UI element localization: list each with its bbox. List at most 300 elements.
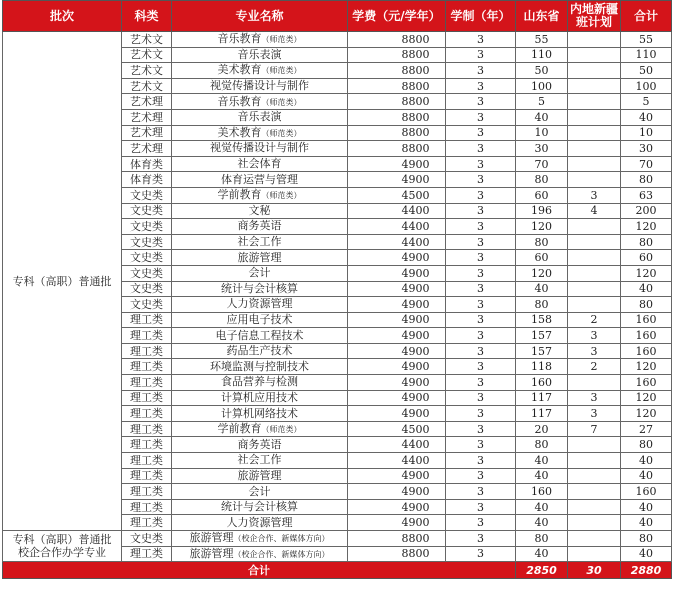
duration-cell: 3 bbox=[446, 312, 516, 328]
fee-cell: 4900 bbox=[348, 265, 446, 281]
category-cell: 文史类 bbox=[122, 187, 172, 203]
total-cell: 63 bbox=[621, 187, 672, 203]
fee-cell: 4900 bbox=[348, 390, 446, 406]
total-cell: 40 bbox=[621, 281, 672, 297]
major-name: 视觉传播设计与制作 bbox=[210, 79, 309, 93]
duration-cell: 3 bbox=[446, 484, 516, 500]
duration-cell: 3 bbox=[446, 187, 516, 203]
major-name: 文秘 bbox=[248, 203, 271, 217]
category-cell: 文史类 bbox=[122, 281, 172, 297]
fee-cell: 4400 bbox=[348, 234, 446, 250]
total-cell: 30 bbox=[621, 141, 672, 157]
batch-cooperative-line1: 专科（高职）普通批 bbox=[12, 533, 112, 547]
major-cell bbox=[172, 328, 348, 344]
shandong-cell: 40 bbox=[516, 546, 568, 562]
fee-cell: 4900 bbox=[348, 484, 446, 500]
xinjiang-cell bbox=[568, 437, 621, 453]
fee-cell: 4400 bbox=[348, 219, 446, 235]
major-cell bbox=[172, 63, 348, 79]
header-total: 合计 bbox=[621, 1, 672, 32]
duration-cell: 3 bbox=[446, 265, 516, 281]
category-cell: 理工类 bbox=[122, 312, 172, 328]
header-duration: 学制（年） bbox=[446, 1, 516, 32]
category-cell: 理工类 bbox=[122, 437, 172, 453]
total-cell: 120 bbox=[621, 406, 672, 422]
major-cell bbox=[172, 359, 348, 375]
fee-cell: 8800 bbox=[348, 32, 446, 48]
total-xinjiang: 30 bbox=[568, 562, 621, 579]
xinjiang-cell bbox=[568, 297, 621, 313]
major-name: 电子信息工程技术 bbox=[215, 328, 304, 342]
category-cell: 文史类 bbox=[122, 219, 172, 235]
shandong-cell: 20 bbox=[516, 421, 568, 437]
major-cell bbox=[172, 172, 348, 188]
major-name: 旅游管理 bbox=[189, 546, 234, 560]
header-row bbox=[3, 1, 672, 32]
fee-cell: 4900 bbox=[348, 359, 446, 375]
total-label: 合计 bbox=[3, 562, 516, 579]
total-cell: 200 bbox=[621, 203, 672, 219]
shandong-cell: 160 bbox=[516, 375, 568, 391]
fee-cell: 4900 bbox=[348, 515, 446, 531]
major-cell bbox=[172, 406, 348, 422]
total-cell: 40 bbox=[621, 453, 672, 469]
xinjiang-cell bbox=[568, 531, 621, 547]
shandong-cell: 80 bbox=[516, 172, 568, 188]
duration-cell: 3 bbox=[446, 234, 516, 250]
shandong-cell: 40 bbox=[516, 468, 568, 484]
shandong-cell: 60 bbox=[516, 250, 568, 266]
category-cell: 理工类 bbox=[122, 406, 172, 422]
major-note: （校企合作、新媒体方向） bbox=[233, 534, 330, 544]
shandong-cell: 40 bbox=[516, 515, 568, 531]
xinjiang-cell: 4 bbox=[568, 203, 621, 219]
duration-cell: 3 bbox=[446, 125, 516, 141]
xinjiang-cell bbox=[568, 141, 621, 157]
major-cell bbox=[172, 421, 348, 437]
major-name: 计算机应用技术 bbox=[221, 390, 298, 404]
total-cell: 40 bbox=[621, 109, 672, 125]
fee-cell: 4900 bbox=[348, 250, 446, 266]
duration-cell: 3 bbox=[446, 281, 516, 297]
major-note: （师范类） bbox=[261, 425, 302, 435]
total-cell: 120 bbox=[621, 390, 672, 406]
shandong-cell: 117 bbox=[516, 406, 568, 422]
shandong-cell: 10 bbox=[516, 125, 568, 141]
major-cell bbox=[172, 531, 348, 547]
major-cell bbox=[172, 32, 348, 48]
category-cell: 理工类 bbox=[122, 343, 172, 359]
major-cell bbox=[172, 312, 348, 328]
shandong-cell: 80 bbox=[516, 437, 568, 453]
fee-cell: 8800 bbox=[348, 78, 446, 94]
duration-cell: 3 bbox=[446, 172, 516, 188]
xinjiang-cell bbox=[568, 219, 621, 235]
shandong-cell: 160 bbox=[516, 484, 568, 500]
category-cell: 理工类 bbox=[122, 375, 172, 391]
header-batch: 批次 bbox=[3, 1, 122, 32]
category-cell: 艺术文 bbox=[122, 63, 172, 79]
category-cell: 理工类 bbox=[122, 390, 172, 406]
major-name: 社会工作 bbox=[237, 453, 282, 467]
category-cell: 理工类 bbox=[122, 359, 172, 375]
major-name: 音乐表演 bbox=[237, 47, 282, 61]
fee-cell: 8800 bbox=[348, 546, 446, 562]
shandong-cell: 120 bbox=[516, 219, 568, 235]
major-cell bbox=[172, 437, 348, 453]
category-cell: 艺术文 bbox=[122, 32, 172, 48]
duration-cell: 3 bbox=[446, 47, 516, 63]
fee-cell: 8800 bbox=[348, 63, 446, 79]
total-cell: 40 bbox=[621, 546, 672, 562]
major-name: 音乐教育 bbox=[217, 94, 262, 108]
major-name: 统计与会计核算 bbox=[221, 281, 298, 295]
major-cell bbox=[172, 546, 348, 562]
duration-cell: 3 bbox=[446, 375, 516, 391]
duration-cell: 3 bbox=[446, 32, 516, 48]
major-name: 药品生产技术 bbox=[226, 344, 293, 358]
total-cell: 80 bbox=[621, 234, 672, 250]
fee-cell: 4900 bbox=[348, 499, 446, 515]
major-name: 人力资源管理 bbox=[226, 297, 293, 311]
major-name: 社会工作 bbox=[237, 235, 282, 249]
fee-cell: 4900 bbox=[348, 312, 446, 328]
shandong-cell: 158 bbox=[516, 312, 568, 328]
duration-cell: 3 bbox=[446, 219, 516, 235]
xinjiang-cell: 3 bbox=[568, 187, 621, 203]
major-cell bbox=[172, 47, 348, 63]
fee-cell: 8800 bbox=[348, 109, 446, 125]
xinjiang-cell bbox=[568, 250, 621, 266]
total-cell: 80 bbox=[621, 172, 672, 188]
xinjiang-cell bbox=[568, 499, 621, 515]
major-name: 应用电子技术 bbox=[226, 312, 293, 326]
fee-cell: 8800 bbox=[348, 141, 446, 157]
xinjiang-cell bbox=[568, 453, 621, 469]
major-note: （师范类） bbox=[261, 128, 302, 138]
duration-cell: 3 bbox=[446, 515, 516, 531]
duration-cell: 3 bbox=[446, 297, 516, 313]
header-shandong: 山东省 bbox=[516, 1, 568, 32]
major-name: 商务英语 bbox=[237, 219, 282, 233]
total-cell: 160 bbox=[621, 484, 672, 500]
major-name: 人力资源管理 bbox=[226, 515, 293, 529]
total-cell: 40 bbox=[621, 499, 672, 515]
category-cell: 理工类 bbox=[122, 328, 172, 344]
major-note: （师范类） bbox=[261, 35, 302, 45]
xinjiang-cell bbox=[568, 63, 621, 79]
xinjiang-cell bbox=[568, 78, 621, 94]
fee-cell: 4500 bbox=[348, 187, 446, 203]
major-cell bbox=[172, 468, 348, 484]
major-name: 视觉传播设计与制作 bbox=[210, 141, 309, 155]
category-cell: 体育类 bbox=[122, 172, 172, 188]
major-note: （校企合作、新媒体方向） bbox=[233, 549, 330, 559]
major-cell bbox=[172, 141, 348, 157]
major-cell bbox=[172, 453, 348, 469]
shandong-cell: 50 bbox=[516, 63, 568, 79]
fee-cell: 4900 bbox=[348, 156, 446, 172]
xinjiang-cell: 7 bbox=[568, 421, 621, 437]
total-shandong: 2850 bbox=[516, 562, 568, 579]
duration-cell: 3 bbox=[446, 141, 516, 157]
shandong-cell: 120 bbox=[516, 265, 568, 281]
total-cell: 40 bbox=[621, 468, 672, 484]
total-cell: 27 bbox=[621, 421, 672, 437]
major-name: 统计与会计核算 bbox=[221, 500, 298, 514]
category-cell: 体育类 bbox=[122, 156, 172, 172]
major-cell bbox=[172, 203, 348, 219]
fee-cell: 4500 bbox=[348, 421, 446, 437]
shandong-cell: 60 bbox=[516, 187, 568, 203]
duration-cell: 3 bbox=[446, 328, 516, 344]
xinjiang-cell: 3 bbox=[568, 406, 621, 422]
duration-cell: 3 bbox=[446, 499, 516, 515]
total-cell: 110 bbox=[621, 47, 672, 63]
total-cell: 160 bbox=[621, 343, 672, 359]
major-name: 商务英语 bbox=[237, 437, 282, 451]
major-name: 美术教育 bbox=[217, 63, 262, 77]
major-cell bbox=[172, 78, 348, 94]
duration-cell: 3 bbox=[446, 343, 516, 359]
major-name: 旅游管理 bbox=[189, 531, 234, 545]
category-cell: 文史类 bbox=[122, 265, 172, 281]
shandong-cell: 40 bbox=[516, 499, 568, 515]
header-xinjiang: 内地新疆班计划 bbox=[568, 1, 621, 32]
fee-cell: 4900 bbox=[348, 343, 446, 359]
xinjiang-cell: 3 bbox=[568, 343, 621, 359]
category-cell: 理工类 bbox=[122, 499, 172, 515]
shandong-cell: 55 bbox=[516, 32, 568, 48]
category-cell: 文史类 bbox=[122, 203, 172, 219]
category-cell: 艺术理 bbox=[122, 125, 172, 141]
major-name: 音乐表演 bbox=[237, 110, 282, 124]
major-cell bbox=[172, 390, 348, 406]
shandong-cell: 117 bbox=[516, 390, 568, 406]
fee-cell: 4900 bbox=[348, 328, 446, 344]
duration-cell: 3 bbox=[446, 390, 516, 406]
header-major: 专业名称 bbox=[172, 1, 348, 32]
total-cell: 160 bbox=[621, 328, 672, 344]
xinjiang-cell bbox=[568, 468, 621, 484]
major-name: 体育运营与管理 bbox=[221, 172, 298, 186]
duration-cell: 3 bbox=[446, 406, 516, 422]
xinjiang-cell bbox=[568, 109, 621, 125]
fee-cell: 8800 bbox=[348, 47, 446, 63]
total-cell: 55 bbox=[621, 32, 672, 48]
category-cell: 理工类 bbox=[122, 484, 172, 500]
shandong-cell: 70 bbox=[516, 156, 568, 172]
major-name: 学前教育 bbox=[217, 422, 262, 436]
category-cell: 理工类 bbox=[122, 515, 172, 531]
major-cell bbox=[172, 125, 348, 141]
total-cell: 160 bbox=[621, 312, 672, 328]
category-cell: 理工类 bbox=[122, 453, 172, 469]
major-name: 会计 bbox=[248, 484, 271, 498]
batch-cooperative-line2: 校企合作办学专业 bbox=[18, 546, 106, 560]
enrollment-plan-table bbox=[2, 0, 672, 579]
xinjiang-cell bbox=[568, 515, 621, 531]
shandong-cell: 196 bbox=[516, 203, 568, 219]
total-cell: 120 bbox=[621, 265, 672, 281]
duration-cell: 3 bbox=[446, 437, 516, 453]
xinjiang-cell bbox=[568, 156, 621, 172]
category-cell: 文史类 bbox=[122, 250, 172, 266]
major-note: （师范类） bbox=[261, 97, 302, 107]
major-name: 旅游管理 bbox=[237, 468, 282, 482]
xinjiang-cell bbox=[568, 172, 621, 188]
shandong-cell: 5 bbox=[516, 94, 568, 110]
major-cell bbox=[172, 219, 348, 235]
duration-cell: 3 bbox=[446, 156, 516, 172]
duration-cell: 3 bbox=[446, 468, 516, 484]
major-note: （师范类） bbox=[261, 66, 302, 76]
shandong-cell: 157 bbox=[516, 343, 568, 359]
header-category: 科类 bbox=[122, 1, 172, 32]
total-cell: 80 bbox=[621, 531, 672, 547]
fee-cell: 4900 bbox=[348, 468, 446, 484]
major-name: 美术教育 bbox=[217, 125, 262, 139]
duration-cell: 3 bbox=[446, 63, 516, 79]
major-name: 食品营养与检测 bbox=[221, 375, 298, 389]
fee-cell: 8800 bbox=[348, 531, 446, 547]
fee-cell: 4900 bbox=[348, 281, 446, 297]
major-cell bbox=[172, 265, 348, 281]
major-cell bbox=[172, 515, 348, 531]
xinjiang-cell bbox=[568, 546, 621, 562]
total-cell: 80 bbox=[621, 297, 672, 313]
table-row bbox=[3, 32, 672, 48]
duration-cell: 3 bbox=[446, 546, 516, 562]
fee-cell: 4400 bbox=[348, 453, 446, 469]
fee-cell: 8800 bbox=[348, 125, 446, 141]
xinjiang-cell bbox=[568, 375, 621, 391]
shandong-cell: 118 bbox=[516, 359, 568, 375]
major-cell bbox=[172, 375, 348, 391]
major-name: 音乐教育 bbox=[217, 32, 262, 46]
xinjiang-cell bbox=[568, 234, 621, 250]
major-note: （师范类） bbox=[261, 191, 302, 201]
major-name: 环境监测与控制技术 bbox=[210, 359, 309, 373]
category-cell: 理工类 bbox=[122, 468, 172, 484]
duration-cell: 3 bbox=[446, 250, 516, 266]
fee-cell: 4400 bbox=[348, 203, 446, 219]
major-cell bbox=[172, 343, 348, 359]
total-cell: 100 bbox=[621, 78, 672, 94]
shandong-cell: 110 bbox=[516, 47, 568, 63]
total-cell: 50 bbox=[621, 63, 672, 79]
major-name: 会计 bbox=[248, 266, 271, 280]
xinjiang-cell bbox=[568, 281, 621, 297]
category-cell: 艺术理 bbox=[122, 141, 172, 157]
total-cell: 10 bbox=[621, 125, 672, 141]
shandong-cell: 80 bbox=[516, 234, 568, 250]
duration-cell: 3 bbox=[446, 94, 516, 110]
category-cell: 文史类 bbox=[122, 234, 172, 250]
duration-cell: 3 bbox=[446, 453, 516, 469]
fee-cell: 8800 bbox=[348, 94, 446, 110]
major-cell bbox=[172, 250, 348, 266]
shandong-cell: 40 bbox=[516, 281, 568, 297]
duration-cell: 3 bbox=[446, 78, 516, 94]
shandong-cell: 157 bbox=[516, 328, 568, 344]
major-cell bbox=[172, 109, 348, 125]
duration-cell: 3 bbox=[446, 359, 516, 375]
xinjiang-cell: 2 bbox=[568, 312, 621, 328]
category-cell: 理工类 bbox=[122, 546, 172, 562]
xinjiang-cell bbox=[568, 125, 621, 141]
shandong-cell: 80 bbox=[516, 297, 568, 313]
batch-cell-cooperative bbox=[3, 531, 122, 562]
total-cell: 120 bbox=[621, 219, 672, 235]
total-sum: 2880 bbox=[621, 562, 672, 579]
category-cell: 艺术文 bbox=[122, 47, 172, 63]
xinjiang-cell: 3 bbox=[568, 328, 621, 344]
total-cell: 70 bbox=[621, 156, 672, 172]
major-name: 学前教育 bbox=[217, 188, 262, 202]
category-cell: 艺术理 bbox=[122, 109, 172, 125]
xinjiang-cell bbox=[568, 94, 621, 110]
major-cell bbox=[172, 234, 348, 250]
shandong-cell: 40 bbox=[516, 453, 568, 469]
xinjiang-cell bbox=[568, 265, 621, 281]
fee-cell: 4400 bbox=[348, 437, 446, 453]
xinjiang-cell bbox=[568, 484, 621, 500]
major-name: 社会体育 bbox=[237, 157, 282, 171]
shandong-cell: 100 bbox=[516, 78, 568, 94]
xinjiang-cell: 3 bbox=[568, 390, 621, 406]
fee-cell: 4900 bbox=[348, 297, 446, 313]
xinjiang-cell bbox=[568, 47, 621, 63]
duration-cell: 3 bbox=[446, 203, 516, 219]
category-cell: 艺术理 bbox=[122, 94, 172, 110]
duration-cell: 3 bbox=[446, 421, 516, 437]
major-name: 旅游管理 bbox=[237, 250, 282, 264]
fee-cell: 4900 bbox=[348, 406, 446, 422]
major-cell bbox=[172, 499, 348, 515]
major-cell bbox=[172, 187, 348, 203]
total-cell: 80 bbox=[621, 437, 672, 453]
xinjiang-cell: 2 bbox=[568, 359, 621, 375]
major-cell bbox=[172, 94, 348, 110]
batch-cell-regular: 专科（高职）普通批 bbox=[3, 32, 122, 531]
category-cell: 理工类 bbox=[122, 421, 172, 437]
category-cell: 艺术文 bbox=[122, 78, 172, 94]
major-cell bbox=[172, 156, 348, 172]
shandong-cell: 40 bbox=[516, 109, 568, 125]
total-cell: 60 bbox=[621, 250, 672, 266]
total-row bbox=[3, 562, 672, 579]
table-row bbox=[3, 531, 672, 547]
category-cell: 文史类 bbox=[122, 297, 172, 313]
total-cell: 40 bbox=[621, 515, 672, 531]
shandong-cell: 80 bbox=[516, 531, 568, 547]
xinjiang-cell bbox=[568, 32, 621, 48]
fee-cell: 4900 bbox=[348, 172, 446, 188]
table-body bbox=[3, 32, 672, 579]
major-cell bbox=[172, 281, 348, 297]
duration-cell: 3 bbox=[446, 531, 516, 547]
total-cell: 160 bbox=[621, 375, 672, 391]
duration-cell: 3 bbox=[446, 109, 516, 125]
shandong-cell: 30 bbox=[516, 141, 568, 157]
category-cell: 文史类 bbox=[122, 531, 172, 547]
fee-cell: 4900 bbox=[348, 375, 446, 391]
header-fee: 学费（元/学年） bbox=[348, 1, 446, 32]
major-cell bbox=[172, 484, 348, 500]
major-name: 计算机网络技术 bbox=[221, 406, 298, 420]
total-cell: 5 bbox=[621, 94, 672, 110]
